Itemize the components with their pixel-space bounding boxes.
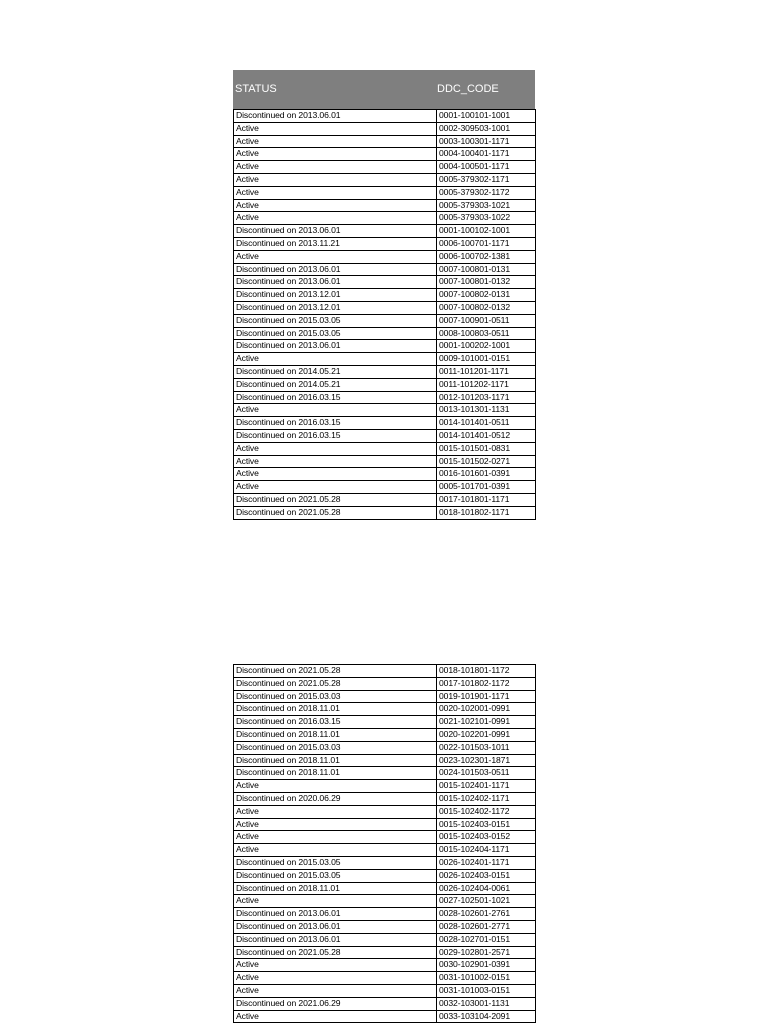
ddc-code-cell: 0020-102201-0991 — [437, 728, 536, 741]
table-row — [234, 340, 536, 353]
ddc-code-cell: 0019-101901-1171 — [437, 690, 536, 703]
table-row — [234, 404, 536, 417]
ddc-code-cell: 0021-102101-0991 — [437, 716, 536, 729]
table-row — [234, 665, 536, 678]
status-cell: Discontinued on 2013.06.01 — [234, 276, 437, 289]
ddc-code-cell: 0011-101201-1171 — [437, 365, 536, 378]
status-cell: Discontinued on 2018.11.01 — [234, 703, 437, 716]
table-row — [234, 690, 536, 703]
table-row — [234, 250, 536, 263]
table-row — [234, 455, 536, 468]
status-cell: Discontinued on 2013.11.21 — [234, 237, 437, 250]
ddc-code-cell: 0005-379303-1021 — [437, 199, 536, 212]
status-cell: Active — [234, 1010, 437, 1023]
status-cell: Active — [234, 455, 437, 468]
status-cell: Active — [234, 161, 437, 174]
ddc-code-cell: 0008-100803-0511 — [437, 327, 536, 340]
table-row — [234, 716, 536, 729]
table-row — [234, 161, 536, 174]
status-cell: Discontinued on 2021.05.28 — [234, 946, 437, 959]
ddc-code-cell: 0005-101701-0391 — [437, 481, 536, 494]
ddc-code-cell: 0027-102501-1021 — [437, 895, 536, 908]
ddc-code-cell: 0018-101801-1172 — [437, 665, 536, 678]
status-cell: Active — [234, 468, 437, 481]
ddc-code-cell: 0005-379302-1172 — [437, 186, 536, 199]
status-cell: Active — [234, 844, 437, 857]
status-cell: Active — [234, 442, 437, 455]
ddc-code-cell: 0017-101802-1172 — [437, 677, 536, 690]
ddc-code-cell: 0014-101401-0511 — [437, 417, 536, 430]
ddc-code-cell: 0003-100301-1171 — [437, 135, 536, 148]
table-row — [234, 728, 536, 741]
status-cell: Active — [234, 818, 437, 831]
status-cell: Discontinued on 2021.05.28 — [234, 506, 437, 519]
table-row — [234, 506, 536, 519]
status-cell: Discontinued on 2015.03.05 — [234, 869, 437, 882]
status-cell: Active — [234, 122, 437, 135]
status-cell: Active — [234, 959, 437, 972]
status-cell: Discontinued on 2020.06.29 — [234, 792, 437, 805]
table-row — [234, 212, 536, 225]
ddc-code-cell: 0007-100901-0511 — [437, 314, 536, 327]
table-row — [234, 199, 536, 212]
ddc-code-cell: 0032-103001-1131 — [437, 997, 536, 1010]
ddc-code-cell: 0026-102404-0061 — [437, 882, 536, 895]
ddc-code-cell: 0023-102301-1871 — [437, 754, 536, 767]
status-cell: Discontinued on 2021.06.29 — [234, 997, 437, 1010]
status-cell: Discontinued on 2014.05.21 — [234, 378, 437, 391]
status-cell: Discontinued on 2015.03.03 — [234, 690, 437, 703]
table-row — [234, 818, 536, 831]
table-row — [234, 173, 536, 186]
table-row — [234, 703, 536, 716]
table-row — [234, 148, 536, 161]
table-row — [234, 997, 536, 1010]
ddc-code-cell: 0022-101503-1011 — [437, 741, 536, 754]
ddc-code-cell: 0028-102701-0151 — [437, 933, 536, 946]
table-row — [234, 417, 536, 430]
table-row — [234, 263, 536, 276]
status-cell: Discontinued on 2016.03.15 — [234, 716, 437, 729]
table-row — [234, 933, 536, 946]
ddc-code-cell: 0004-100401-1171 — [437, 148, 536, 161]
table-row — [234, 882, 536, 895]
ddc-code-cell: 0002-309503-1001 — [437, 122, 536, 135]
table-row — [234, 314, 536, 327]
status-cell: Discontinued on 2015.03.03 — [234, 741, 437, 754]
ddc-code-cell: 0012-101203-1171 — [437, 391, 536, 404]
table-row — [234, 135, 536, 148]
table-row — [234, 831, 536, 844]
ddc-code-cell: 0031-101003-0151 — [437, 984, 536, 997]
status-cell: Discontinued on 2013.06.01 — [234, 908, 437, 921]
ddc-code-cell: 0028-102601-2761 — [437, 908, 536, 921]
status-cell: Active — [234, 186, 437, 199]
status-cell: Discontinued on 2018.11.01 — [234, 754, 437, 767]
status-cell: Discontinued on 2015.03.05 — [234, 314, 437, 327]
status-cell: Discontinued on 2013.06.01 — [234, 263, 437, 276]
table-row — [234, 1010, 536, 1023]
table-row — [234, 468, 536, 481]
table-row — [234, 780, 536, 793]
ddc-code-cell: 0015-102402-1172 — [437, 805, 536, 818]
table-row — [234, 378, 536, 391]
status-cell: Discontinued on 2021.05.28 — [234, 677, 437, 690]
table-row — [234, 767, 536, 780]
ddc-code-cell: 0026-102403-0151 — [437, 869, 536, 882]
status-cell: Discontinued on 2014.05.21 — [234, 365, 437, 378]
table-row — [234, 186, 536, 199]
ddc-code-cell: 0009-101001-0151 — [437, 353, 536, 366]
ddc-code-cell: 0015-101502-0271 — [437, 455, 536, 468]
status-cell: Discontinued on 2016.03.15 — [234, 417, 437, 430]
status-cell: Active — [234, 135, 437, 148]
status-cell: Discontinued on 2015.03.05 — [234, 327, 437, 340]
ddc-code-cell: 0014-101401-0512 — [437, 429, 536, 442]
status-cell: Discontinued on 2018.11.01 — [234, 728, 437, 741]
table-row — [234, 225, 536, 238]
status-table-upper — [233, 109, 536, 520]
ddc-code-cell: 0004-100501-1171 — [437, 161, 536, 174]
table-row — [234, 920, 536, 933]
ddc-code-cell: 0016-101601-0391 — [437, 468, 536, 481]
status-cell: Discontinued on 2021.05.28 — [234, 665, 437, 678]
status-cell: Discontinued on 2013.06.01 — [234, 933, 437, 946]
status-cell: Discontinued on 2013.12.01 — [234, 289, 437, 302]
ddc-code-cell: 0007-100801-0131 — [437, 263, 536, 276]
table-row — [234, 237, 536, 250]
table-header — [233, 70, 535, 109]
ddc-code-cell: 0007-100802-0132 — [437, 301, 536, 314]
ddc-code-cell: 0018-101802-1171 — [437, 506, 536, 519]
table-row — [234, 365, 536, 378]
status-cell: Active — [234, 173, 437, 186]
table-row — [234, 481, 536, 494]
status-cell: Active — [234, 212, 437, 225]
status-column-header: STATUS — [235, 83, 277, 95]
status-cell: Discontinued on 2021.05.28 — [234, 493, 437, 506]
status-cell: Discontinued on 2013.06.01 — [234, 225, 437, 238]
ddc-code-cell: 0011-101202-1171 — [437, 378, 536, 391]
ddc-code-cell: 0007-100801-0132 — [437, 276, 536, 289]
ddc-code-cell: 0024-101503-0511 — [437, 767, 536, 780]
status-cell: Active — [234, 780, 437, 793]
status-cell: Discontinued on 2013.06.01 — [234, 340, 437, 353]
status-cell: Active — [234, 353, 437, 366]
ddc-code-cell: 0015-102401-1171 — [437, 780, 536, 793]
status-cell: Discontinued on 2016.03.15 — [234, 429, 437, 442]
status-cell: Active — [234, 805, 437, 818]
table-row — [234, 493, 536, 506]
table-row — [234, 792, 536, 805]
ddc-code-cell: 0033-103104-2091 — [437, 1010, 536, 1023]
table-row — [234, 677, 536, 690]
ddc-code-cell: 0007-100802-0131 — [437, 289, 536, 302]
status-cell: Active — [234, 972, 437, 985]
status-cell: Discontinued on 2018.11.01 — [234, 882, 437, 895]
status-cell: Discontinued on 2013.06.01 — [234, 920, 437, 933]
table-row — [234, 844, 536, 857]
status-cell: Discontinued on 2015.03.05 — [234, 856, 437, 869]
table-row — [234, 429, 536, 442]
ddc-code-cell: 0020-102001-0991 — [437, 703, 536, 716]
ddc-code-cell: 0031-101002-0151 — [437, 972, 536, 985]
table-row — [234, 442, 536, 455]
status-table-lower — [233, 664, 536, 1023]
table-row — [234, 276, 536, 289]
ddc-code-cell: 0030-102901-0391 — [437, 959, 536, 972]
table-row — [234, 122, 536, 135]
ddc-code-cell: 0001-100102-1001 — [437, 225, 536, 238]
status-cell: Active — [234, 831, 437, 844]
table-row — [234, 869, 536, 882]
table-row — [234, 805, 536, 818]
status-cell: Discontinued on 2013.12.01 — [234, 301, 437, 314]
table-row — [234, 946, 536, 959]
ddc-code-cell: 0005-379303-1022 — [437, 212, 536, 225]
table-row — [234, 741, 536, 754]
ddc-code-cell: 0015-102404-1171 — [437, 844, 536, 857]
table-row — [234, 353, 536, 366]
ddc-code-cell: 0006-100702-1381 — [437, 250, 536, 263]
ddc-code-cell: 0029-102801-2571 — [437, 946, 536, 959]
status-cell: Active — [234, 895, 437, 908]
ddc-code-cell: 0015-102403-0152 — [437, 831, 536, 844]
ddc-code-cell: 0013-101301-1131 — [437, 404, 536, 417]
status-cell: Active — [234, 404, 437, 417]
table-row — [234, 856, 536, 869]
ddc-code-cell: 0026-102401-1171 — [437, 856, 536, 869]
table-row — [234, 327, 536, 340]
ddc-code-cell: 0015-102403-0151 — [437, 818, 536, 831]
table-row — [234, 972, 536, 985]
ddc-code-column-header: DDC_CODE — [437, 83, 499, 95]
status-cell: Active — [234, 250, 437, 263]
table-row — [234, 110, 536, 123]
table-row — [234, 754, 536, 767]
ddc-code-cell: 0015-101501-0831 — [437, 442, 536, 455]
status-cell: Active — [234, 984, 437, 997]
table-row — [234, 391, 536, 404]
status-cell: Discontinued on 2016.03.15 — [234, 391, 437, 404]
ddc-code-cell: 0001-100101-1001 — [437, 110, 536, 123]
table-row — [234, 895, 536, 908]
status-cell: Active — [234, 199, 437, 212]
ddc-code-cell: 0005-379302-1171 — [437, 173, 536, 186]
ddc-code-cell: 0001-100202-1001 — [437, 340, 536, 353]
table-row — [234, 301, 536, 314]
status-cell: Active — [234, 148, 437, 161]
table-row — [234, 908, 536, 921]
ddc-code-cell: 0015-102402-1171 — [437, 792, 536, 805]
table-row — [234, 984, 536, 997]
ddc-code-cell: 0017-101801-1171 — [437, 493, 536, 506]
ddc-code-cell: 0028-102601-2771 — [437, 920, 536, 933]
status-cell: Discontinued on 2018.11.01 — [234, 767, 437, 780]
status-cell: Discontinued on 2013.06.01 — [234, 110, 437, 123]
table-row — [234, 289, 536, 302]
status-cell: Active — [234, 481, 437, 494]
ddc-code-cell: 0006-100701-1171 — [437, 237, 536, 250]
table-row — [234, 959, 536, 972]
